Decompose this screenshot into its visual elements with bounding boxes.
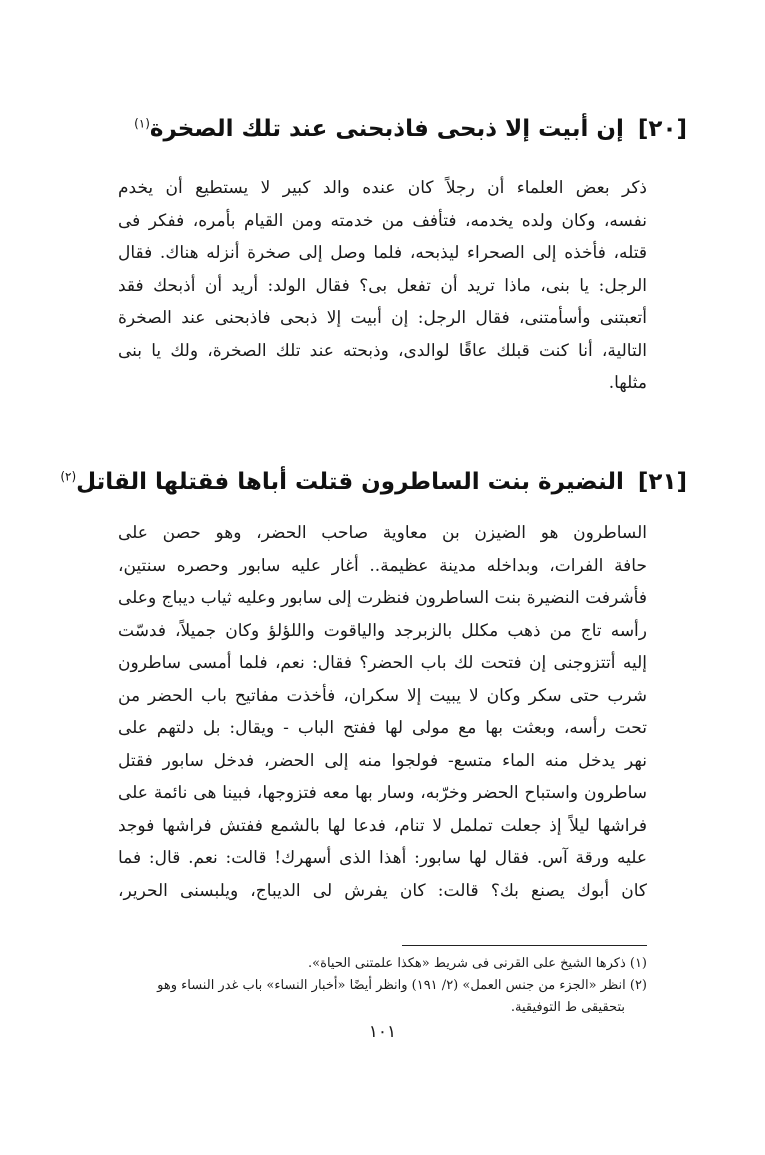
paragraph-line: ذكر بعض العلماء أن رجلاً كان عنده والد كبير لا يستطيع أن يخدم xyxy=(118,178,647,198)
section-21-title: النضيرة بنت الساطرون قتلت أباها فقتلها القاتل xyxy=(76,469,624,495)
paragraph-line: رأسه تاج من ذهب مكلل بالزبرجد والياقوت واللؤلؤ وكان جميلاً، فدسّت xyxy=(118,620,647,641)
paragraph-line: نهر يدخل منه الماء متسع- فولجوا منه إلى الحضر، فدخل سابور فقتل xyxy=(118,750,647,771)
section-21-paragraph xyxy=(118,517,647,907)
section-20-footnote-ref: (١) xyxy=(134,116,150,131)
paragraph-line: مثلها. xyxy=(608,373,647,393)
paragraph-line: فأشرفت النضيرة بنت الساطرون فنظرت إلى سابور وعليه ثياب ديباج وعلى xyxy=(118,588,647,608)
paragraph-line: حافة الفرات، وبداخله مدينة عظيمة.. أغار عليه سابور وحصره سنتين، xyxy=(118,555,647,576)
paragraph-line: نفسه، وكان ولده يخدمه، فتأفف من خدمته ومن القيام بأمره، ففكر فى xyxy=(118,210,647,231)
footnote-2: (٢) انظر «الجزء من جنس العمل» (٢/ ١٩١) وانظر أيضًا «أخبار النساء» باب غدر النساء وهو xyxy=(157,978,647,993)
section-20-paragraph xyxy=(118,172,647,400)
footnotes xyxy=(118,953,647,1019)
section-20-title: إن أبيت إلا ذبحى فاذبحنى عند تلك الصخرة xyxy=(149,116,624,142)
section-20-heading xyxy=(78,116,687,142)
paragraph-line: قتله، فأخذه إلى الصحراء ليذبحه، فلما وصل إلى صخرة أنزله هناك. فقال xyxy=(118,243,647,263)
footnote-1: (١) ذكرها الشيخ على القرنى فى شريط «هكذا علمتنى الحياة». xyxy=(308,956,647,971)
section-20-number: [٢٠] xyxy=(637,116,687,142)
page-number: ١٠١ xyxy=(368,1022,397,1042)
paragraph-line: التالية، أنا كنت قبلك عاقًا لوالدى، وذبحته عند تلك الصخرة، ولك يا بنى xyxy=(118,340,647,361)
paragraph-line: فراشها ليلاً إذ جعلت تململ لا تنام، فدعا لها بالشمع ففتش فراشها فوجد xyxy=(118,815,647,836)
footnote-divider xyxy=(402,945,647,946)
section-21-number: [٢١] xyxy=(637,469,687,495)
paragraph-line: عليه ورقة آس. فقال لها سابور: أهذا الذى أسهرك! قالت: نعم. قال: فما xyxy=(118,848,647,868)
paragraph-line: ساطرون واستباح الحضر وخرّبه، وسار بها معه فتزوجها، فبينا هى نائمة على xyxy=(118,783,647,803)
paragraph-line: الرجل: يا بنى، ماذا تريد أن تفعل بى؟ فقال الولد: أريد أن أذبحك فقد xyxy=(118,275,647,296)
paragraph-line: كان أبوك يصنع بك؟ قالت: كان يفرش لى الديباج، ويلبسنى الحرير، xyxy=(118,880,647,901)
footnote-2-continuation: بتحقيقى ط التوفيقية. xyxy=(510,1000,625,1015)
section-21-heading xyxy=(60,469,687,495)
paragraph-line: الساطرون هو الضيزن بن معاوية صاحب الحضر، وهو حصن على xyxy=(118,523,647,543)
paragraph-line: إليه أتتزوجنى إن فتحت لك باب الحضر؟ فقال: نعم، فلما أمسى ساطرون xyxy=(118,653,647,673)
paragraph-line: أتعبتنى وأسأمتنى، فقال الرجل: إن أبيت إلا ذبحى فاذبحنى عند الصخرة xyxy=(118,308,647,328)
paragraph-line: شرب حتى سكر وكان لا يبيت إلا سكران، فأخذت مفاتيح باب الحضر من xyxy=(118,685,647,706)
section-21-footnote-ref: (٢) xyxy=(60,469,77,484)
paragraph-line: تحت رأسه، وبعثت بها مع مولى لها ففتح الباب - ويقال: بل دلتهم على xyxy=(118,718,647,738)
